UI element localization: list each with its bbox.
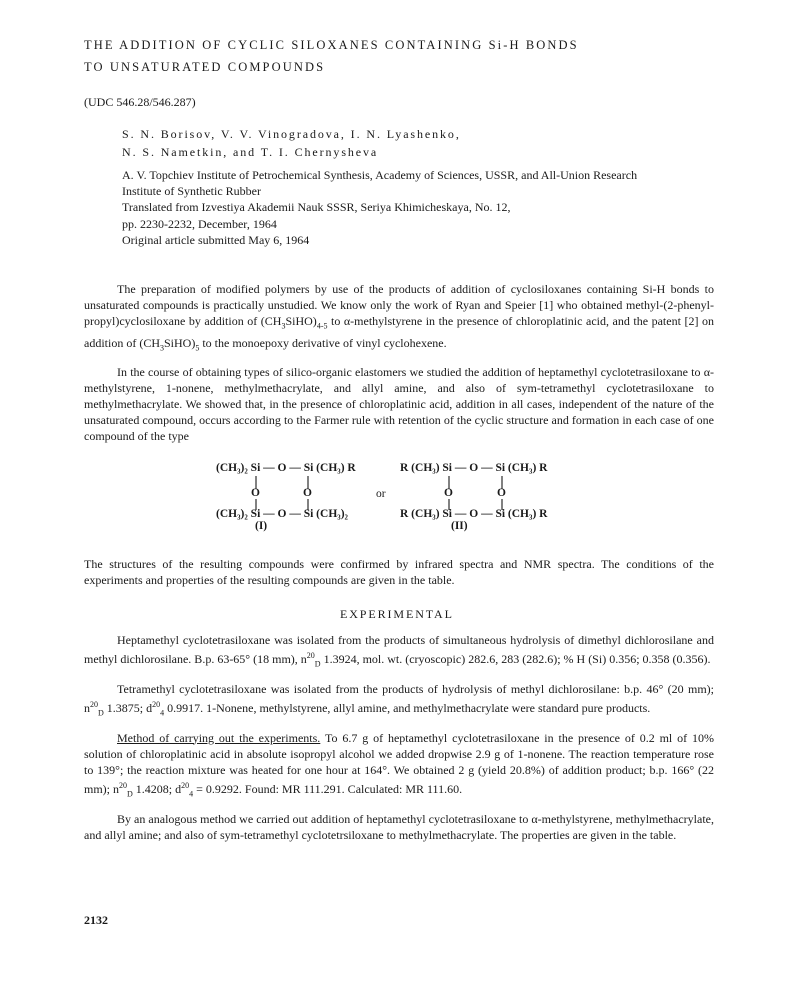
experimental-heading: EXPERIMENTAL — [340, 607, 454, 621]
paragraph-2: In the course of obtaining types of silico-organic elastomers we studied the addition of heptamethyl cyclotetrasiloxane to α-methylstyrene, 1-nonene, methylmethacrylate, and allyl amine, and also of sym-tetramethyl cyclotetrasiloxane to methylmethacrylate. We showed that, in the presence of chloroplatinic acid, addition in all cases, independent of the nature of the unsaturated compound, occurs according to the Farmer rule with retention of the cyclic structure and formation in each case of one compound of the type — [84, 364, 714, 444]
title-line-1: THE ADDITION OF CYCLIC SILOXANES CONTAINING Si-H BONDS — [84, 38, 579, 52]
or-text: or — [376, 488, 386, 500]
submission-date: Original article submitted May 6, 1964 — [122, 232, 310, 247]
paragraph-7: By an analogous method we carried out addition of heptamethyl cyclotetrasiloxane to α-methylstyrene, methylmethacrylate, and allyl amine; and also of sym-tetramethyl cyclotetrsiloxane to methylmethacrylate. The properties are given in the table. — [84, 811, 714, 842]
structure-2-bottom: R (CH₃) Si — O — Si (CH₃) R — [400, 508, 548, 520]
paragraph-1: The preparation of modified polymers by use of the products of addition of cyclosiloxanes containing Si-H bonds to unsaturated compounds is practically unstudied. We know only the work of Ryan and Speier [1] who obtained methyl-(2-phenyl-propyl)cyclosiloxane by addition of $(CH_3SiHO)_{4-5}$ to α-methylstyrene in the presence of chloroplatinic acid, and the patent [2] on addition of $(CH_3SiHO)_5$ to the monoepoxy derivative of vinyl cyclohexene. — [84, 282, 714, 353]
structure-2-top: R (CH₃) Si — O — Si (CH₃) R — [400, 462, 548, 474]
structure-1-label: (I) — [255, 520, 268, 532]
affiliation-line-1: A. V. Topchiev Institute of Petrochemical Synthesis, Academy of Sciences, USSR, and All-Union Research — [122, 168, 638, 182]
affiliation-line-2: Institute of Synthetic Rubber — [122, 184, 261, 199]
title-line-2: TO UNSATURATED COMPOUNDS — [84, 60, 326, 74]
structure-1-oxygen-left: O — [251, 487, 260, 499]
structure-2-label: (II) — [451, 520, 468, 532]
authors-line-2: N. S. Nametkin, and T. I. Chernysheva — [122, 145, 379, 159]
paragraph-5: Tetramethyl cyclotetrasiloxane was isolated from the products of hydrolysis of methyl dichlorosilane: b.p. 46° (20 mm); $n^{20}_D$ 1.3875; $d^{20}_4$ 0.9917. 1-Nonene, methylstyrene, allyl amine, and methylmethacrylate were standard pure products. — [84, 681, 714, 718]
paragraph-3: The structures of the resulting compounds were confirmed by infrared spectra and NMR spectra. The conditions of the experiments and properties of the resulting compounds are given in the table. — [84, 557, 714, 588]
structure-1-oxygen-right: O — [303, 487, 312, 499]
udc-code: (UDC 546.28/546.287) — [84, 95, 196, 109]
method-heading: Method of carrying out the experiments. — [117, 730, 321, 745]
paragraph-4: Heptamethyl cyclotetrasiloxane was isolated from the products of simultaneous hydrolysis of dimethyl dichlorosilane and methyl dichlorosilane. B.p. 63-65° (18 mm), $n^{20}_D$ 1.3924, mol. wt. (cryoscopic) 282.6, 283 (282.6); % H (Si) 0.356; 0.358 (0.356). — [84, 633, 714, 669]
authors-line-1: S. N. Borisov, V. V. Vinogradova, I. N. Lyashenko, — [122, 127, 461, 141]
translation-pages: pp. 2230-2232, December, 1964 — [122, 216, 277, 231]
experimental-section — [84, 632, 714, 843]
paragraph-6: Method of carrying out the experiments. To 6.7 g of heptamethyl cyclotetrasiloxane in the presence of 0.2 ml of 10% solution of chloroplatinic acid in absolute isopropyl alcohol we added dropwise 2.9 g of 1-nonene. The reaction temperature rose to 139°; the reaction mixture was heated for one hour at 164°. We obtained 2 g (yield 20.8%) of addition product; b.p. 166° (22 mm); $n^{20}_D$ 1.4208; $d^{20}_4 = 0.9292$. Found: MR 111.291. Calculated: MR 111.60. — [84, 730, 715, 799]
translation-note: Translated from Izvestiya Akademii Nauk SSSR, Seriya Khimicheskaya, No. 12, — [122, 200, 511, 215]
structure-1-bottom: (CH₃)₂ Si — O — Si (CH₃)₂ — [216, 508, 348, 520]
structure-2-oxygen-left: O — [444, 487, 453, 499]
page-number: 2132 — [84, 913, 108, 927]
structure-2-oxygen-right: O — [497, 487, 506, 499]
structure-1-top: (CH₃)₂ Si — O — Si (CH₃) R — [216, 462, 356, 474]
